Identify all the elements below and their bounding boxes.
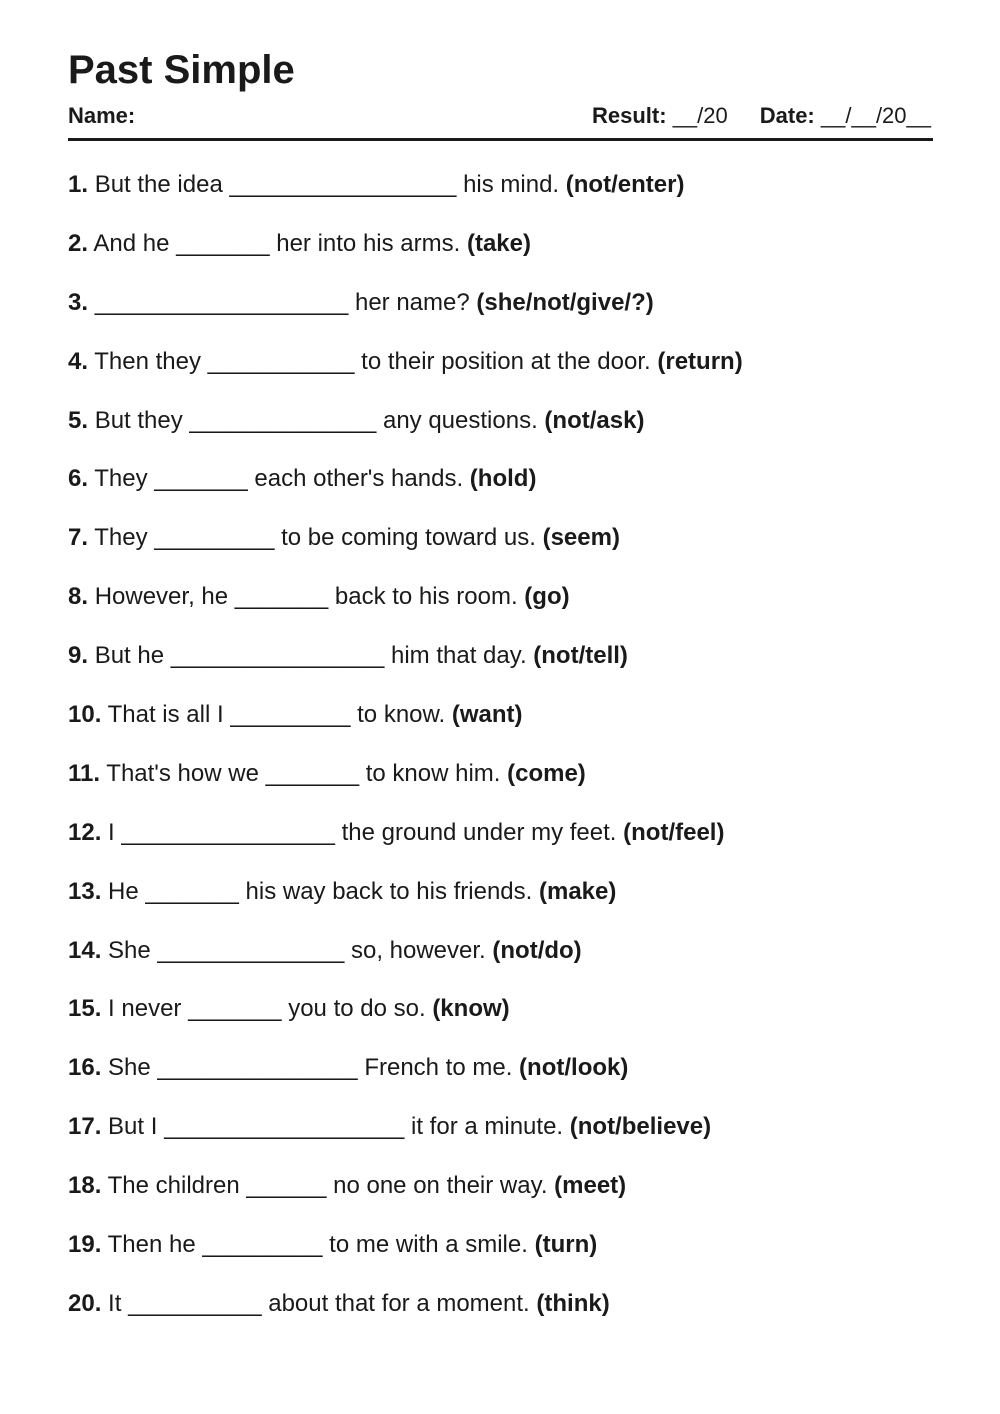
answer-blank: _________________ xyxy=(229,171,457,198)
question-text-after: each other's hands. xyxy=(254,465,464,493)
answer-blank: _________ xyxy=(202,1231,323,1259)
header-divider xyxy=(68,138,933,141)
verb-hint: (not/do) xyxy=(492,936,582,964)
verb-hint: (not/enter) xyxy=(565,171,685,198)
question-text-after: his way back to his friends. xyxy=(245,877,533,905)
question-item xyxy=(68,347,743,406)
verb-hint: (meet) xyxy=(554,1172,627,1200)
question-text-after: to me with a smile. xyxy=(329,1231,528,1259)
question-text-after: French to me. xyxy=(364,1054,513,1082)
question-text-after: his mind. xyxy=(463,171,560,198)
question-number: 17. xyxy=(68,1113,102,1141)
question-text-before: I xyxy=(108,818,115,846)
verb-hint: (hold) xyxy=(469,465,537,493)
answer-blank: _______ xyxy=(265,759,360,787)
result-date-group xyxy=(592,102,931,130)
verb-hint: (not/feel) xyxy=(623,818,725,846)
question-item xyxy=(68,523,743,582)
question-text-before: She xyxy=(108,1054,151,1082)
answer-blank: _______ xyxy=(188,995,282,1023)
answer-blank: _______ xyxy=(176,229,270,257)
name-label: Name: xyxy=(68,103,136,128)
question-text-after: her into his arms. xyxy=(276,229,461,257)
question-item xyxy=(68,170,743,229)
verb-hint: (not/believe) xyxy=(569,1113,712,1141)
verb-hint: (make) xyxy=(538,877,617,905)
question-text-before: The children xyxy=(107,1172,240,1200)
question-number: 5. xyxy=(68,406,89,434)
answer-blank: _______ xyxy=(154,465,248,493)
result-value: __/20 xyxy=(672,103,728,128)
question-item xyxy=(68,818,743,877)
question-text-before: But I xyxy=(108,1113,158,1141)
page-title: Past Simple xyxy=(68,48,295,92)
question-item xyxy=(68,641,743,700)
question-number: 1. xyxy=(68,171,89,198)
answer-blank: ___________ xyxy=(207,347,355,375)
question-number: 8. xyxy=(68,583,89,611)
question-number: 12. xyxy=(68,818,102,846)
question-item xyxy=(68,1053,743,1112)
question-text-before: They xyxy=(94,465,148,493)
question-number: 2. xyxy=(68,229,89,257)
question-number: 3. xyxy=(68,288,89,316)
question-text-after: you to do so. xyxy=(288,995,426,1023)
question-item xyxy=(68,1112,743,1171)
question-number: 9. xyxy=(68,642,89,670)
question-text-before: She xyxy=(108,936,151,964)
answer-blank: _________ xyxy=(154,524,275,552)
verb-hint: (seem) xyxy=(542,524,620,552)
question-number: 16. xyxy=(68,1054,102,1082)
question-item xyxy=(68,994,743,1053)
answer-blank: __________________ xyxy=(164,1113,405,1141)
answer-blank: _______________ xyxy=(157,1054,358,1082)
answer-blank: ______ xyxy=(246,1172,327,1200)
question-number: 19. xyxy=(68,1231,102,1259)
question-item xyxy=(68,1230,743,1289)
question-item xyxy=(68,229,743,288)
verb-hint: (return) xyxy=(657,347,743,375)
question-text-before: However, he xyxy=(94,583,229,611)
question-text-after: about that for a moment. xyxy=(268,1289,530,1317)
question-text-before: That's how we xyxy=(106,759,259,787)
question-text-before: But they xyxy=(94,406,183,434)
answer-blank: ________________ xyxy=(170,642,385,670)
question-text-after: her name? xyxy=(354,288,470,316)
question-item xyxy=(68,759,743,818)
question-text-before: He xyxy=(108,877,139,905)
verb-hint: (want) xyxy=(451,701,523,729)
date-value: __/__/20__ xyxy=(820,103,931,128)
question-text-before: But he xyxy=(94,642,165,670)
question-text-after: it for a minute. xyxy=(411,1113,564,1141)
answer-blank: ________________ xyxy=(121,818,335,846)
question-item xyxy=(68,464,743,523)
verb-hint: (she/not/give/?) xyxy=(476,288,654,316)
verb-hint: (not/ask) xyxy=(544,406,645,434)
question-number: 6. xyxy=(68,465,89,493)
question-number: 14. xyxy=(68,936,102,964)
question-item xyxy=(68,1289,743,1348)
verb-hint: (know) xyxy=(432,995,510,1023)
question-text-after: any questions. xyxy=(382,406,538,434)
question-list xyxy=(68,170,743,1348)
question-text-before: And he xyxy=(93,229,170,257)
question-item xyxy=(68,1171,743,1230)
question-text-before: Then they xyxy=(94,347,201,375)
question-item xyxy=(68,582,743,641)
question-item xyxy=(68,936,743,995)
question-number: 13. xyxy=(68,877,102,905)
question-number: 18. xyxy=(68,1172,102,1200)
question-text-before: I never xyxy=(108,995,182,1023)
answer-blank: ___________________ xyxy=(94,288,349,316)
question-text-after: so, however. xyxy=(350,936,486,964)
question-text-after: back to his room. xyxy=(334,583,518,611)
question-item xyxy=(68,406,743,465)
verb-hint: (think) xyxy=(536,1289,610,1317)
question-text-after: to be coming toward us. xyxy=(281,524,536,552)
question-number: 10. xyxy=(68,701,102,729)
answer-blank: ______________ xyxy=(189,406,377,434)
question-number: 11. xyxy=(68,759,101,787)
answer-blank: _________ xyxy=(230,701,351,729)
question-text-after: the ground under my feet. xyxy=(341,818,617,846)
result-label: Result: xyxy=(592,103,667,128)
verb-hint: (not/look) xyxy=(519,1054,629,1082)
question-text-after: him that day. xyxy=(390,642,527,670)
question-item xyxy=(68,877,743,936)
question-text-after: to know. xyxy=(357,701,446,729)
answer-blank: _______ xyxy=(234,583,329,611)
verb-hint: (not/tell) xyxy=(533,642,628,670)
question-item xyxy=(68,700,743,759)
question-number: 15. xyxy=(68,995,102,1023)
question-text-before: That is all I xyxy=(107,701,224,729)
worksheet-header xyxy=(68,102,933,130)
question-text-after: no one on their way. xyxy=(333,1172,548,1200)
question-text-before: They xyxy=(94,524,148,552)
verb-hint: (take) xyxy=(466,229,531,257)
verb-hint: (turn) xyxy=(534,1231,598,1259)
question-text-after: to their position at the door. xyxy=(361,347,651,375)
answer-blank: ______________ xyxy=(157,936,345,964)
date-label: Date: xyxy=(759,103,815,128)
answer-blank: __________ xyxy=(128,1289,262,1317)
question-number: 7. xyxy=(68,524,89,552)
verb-hint: (come) xyxy=(507,759,586,787)
question-text-before: It xyxy=(108,1289,122,1317)
question-text-before: But the idea xyxy=(94,171,223,198)
question-item xyxy=(68,288,743,347)
question-text-before: Then he xyxy=(107,1231,196,1259)
verb-hint: (go) xyxy=(524,583,570,611)
question-number: 4. xyxy=(68,347,89,375)
question-number: 20. xyxy=(68,1289,102,1317)
question-text-after: to know him. xyxy=(365,759,501,787)
answer-blank: _______ xyxy=(145,877,239,905)
